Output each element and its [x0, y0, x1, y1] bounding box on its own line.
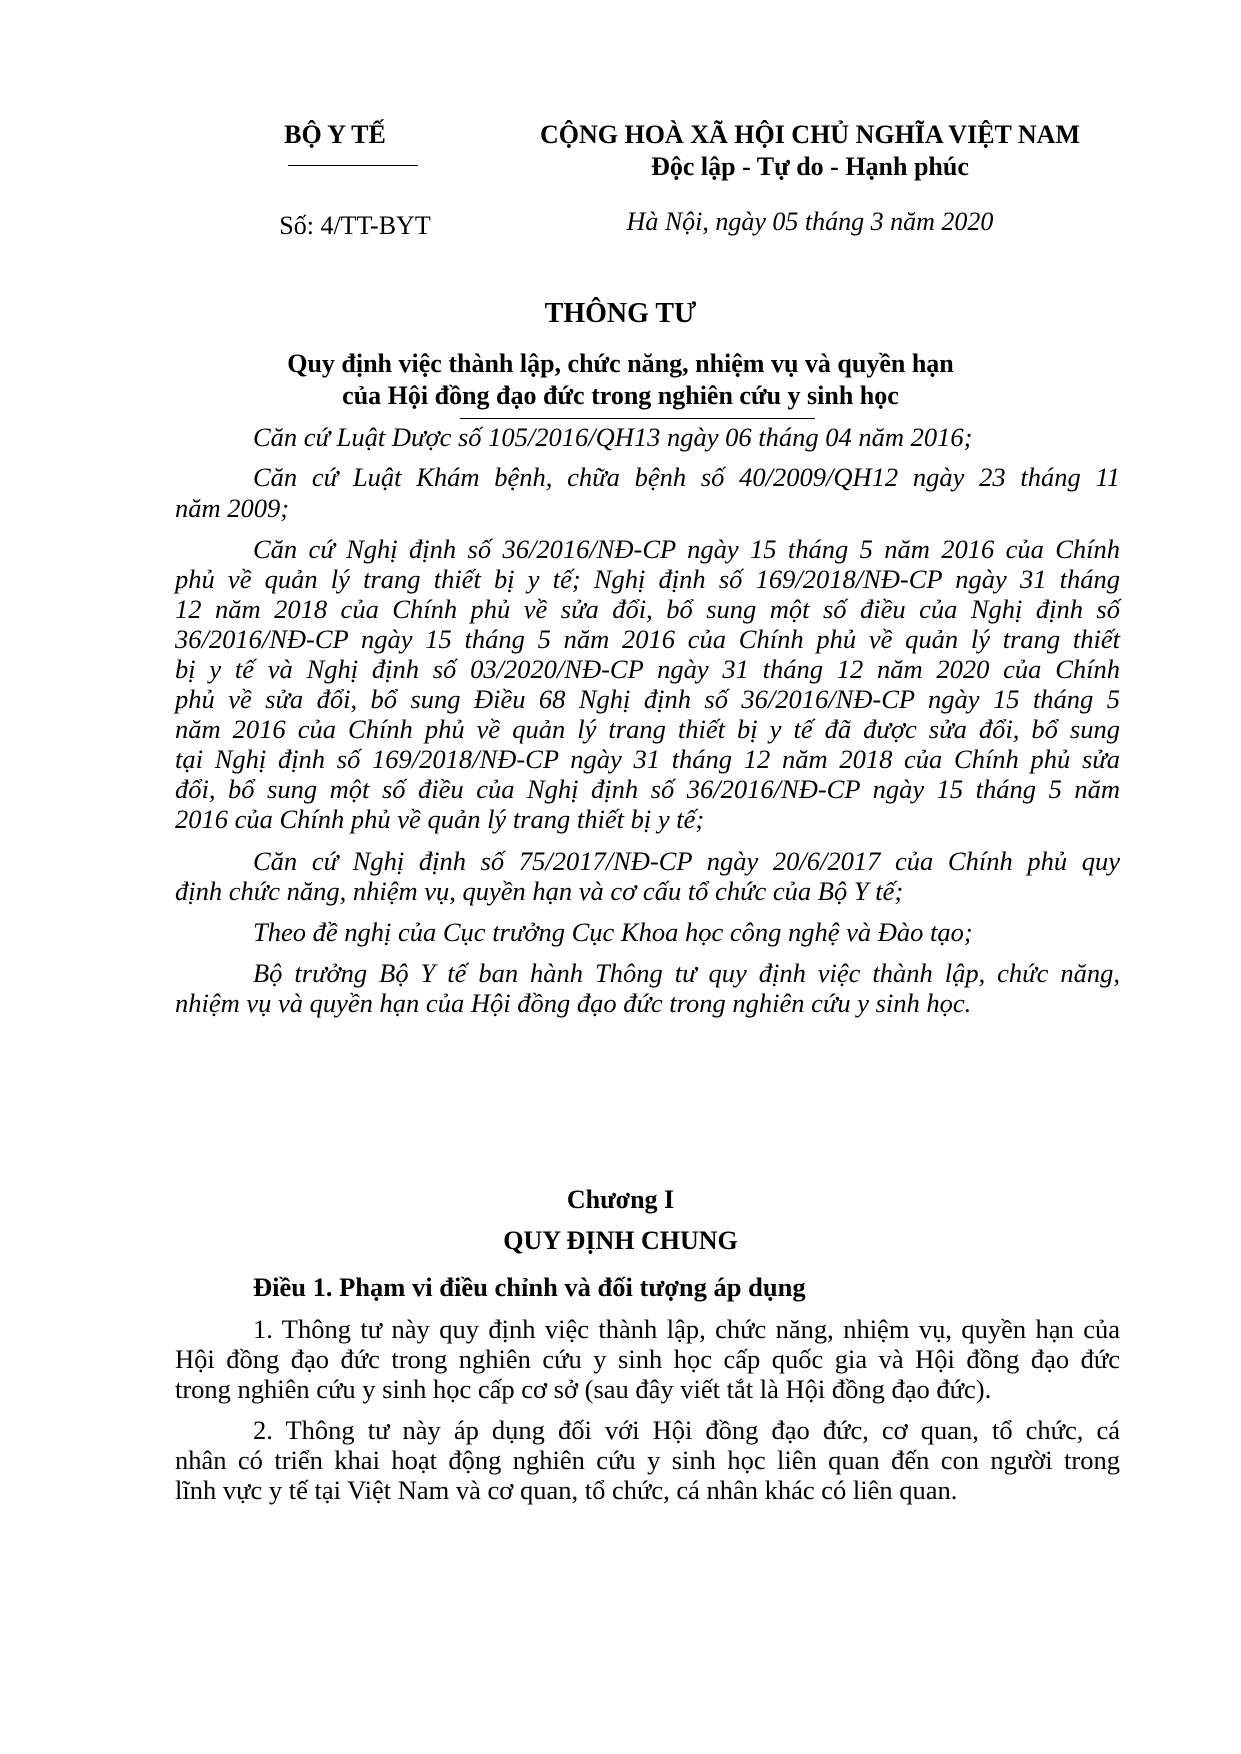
- national-title: CỘNG HOÀ XÃ HỘI CHỦ NGHĨA VIỆT NAM: [539, 120, 1081, 149]
- preamble-line: phủ về sửa đổi, bổ sung Điều 68 Nghị định số 36/2016/NĐ-CP ngày 15 tháng 5: [175, 684, 1120, 714]
- preamble-line: Theo đề nghị của Cục trưởng Cục Khoa học công nghệ và Đào tạo;: [253, 917, 973, 947]
- chapter-title: QUY ĐỊNH CHUNG: [503, 1226, 738, 1255]
- article-line: trong nghiên cứu y sinh học cấp cơ sở (sau đây viết tắt là Hội đồng đạo đức).: [175, 1374, 992, 1404]
- article-line: 2. Thông tư này áp dụng đối với Hội đồng đạo đức, cơ quan, tổ chức, cá: [253, 1415, 1120, 1445]
- preamble-line: năm 2009;: [175, 493, 290, 523]
- article-line: lĩnh vực y tế tại Việt Nam và cơ quan, tổ chức, cá nhân khác có liên quan.: [175, 1475, 958, 1505]
- preamble-line: Căn cứ Luật Khám bệnh, chữa bệnh số 40/2009/QH12 ngày 23 tháng 11: [253, 462, 1120, 492]
- preamble-line: Căn cứ Nghị định số 36/2016/NĐ-CP ngày 15 tháng 5 năm 2016 của Chính: [253, 534, 1120, 564]
- article-line: nhân có triển khai hoạt động nghiên cứu y sinh học liên quan đến con người trong: [175, 1445, 1120, 1475]
- place-and-date: Hà Nội, ngày 05 tháng 3 năm 2020: [626, 207, 994, 236]
- preamble-line: Căn cứ Nghị định số 75/2017/NĐ-CP ngày 20/6/2017 của Chính phủ quy: [253, 846, 1120, 876]
- preamble-line: năm 2016 của Chính phủ về quản lý trang thiết bị y tế đã được sửa đổi, bổ sung: [175, 714, 1120, 744]
- national-motto: Độc lập - Tự do - Hạnh phúc: [651, 152, 969, 181]
- preamble-line: nhiệm vụ và quyền hạn của Hội đồng đạo đức trong nghiên cứu y sinh học.: [175, 988, 972, 1018]
- article-line: Hội đồng đạo đức trong nghiên cứu y sinh học cấp quốc gia và Hội đồng đạo đức: [175, 1344, 1120, 1374]
- agency-underline: [288, 165, 418, 166]
- document-type: THÔNG TƯ: [544, 298, 697, 329]
- issuing-agency: BỘ Y TẾ: [284, 120, 386, 149]
- preamble-line: định chức năng, nhiệm vụ, quyền hạn và cơ cấu tổ chức của Bộ Y tế;: [175, 876, 904, 906]
- preamble-line: 12 năm 2018 của Chính phủ về sửa đổi, bổ sung một số điều của Nghị định số: [175, 594, 1120, 624]
- article-line: 1. Thông tư này quy định việc thành lập, chức năng, nhiệm vụ, quyền hạn của: [253, 1314, 1120, 1344]
- document-subtitle-line-1: Quy định việc thành lập, chức năng, nhiệm vụ và quyền hạn: [287, 349, 954, 378]
- document-subtitle-line-2: của Hội đồng đạo đức trong nghiên cứu y sinh học: [342, 381, 899, 410]
- article-heading: Điều 1. Phạm vi điều chỉnh và đối tượng áp dụng: [253, 1272, 806, 1302]
- preamble-line: bị y tế và Nghị định số 03/2020/NĐ-CP ngày 31 tháng 12 năm 2020 của Chính: [175, 654, 1120, 684]
- preamble-line: phủ về quản lý trang thiết bị y tế; Nghị định số 169/2018/NĐ-CP ngày 31 tháng: [175, 564, 1120, 594]
- preamble-line: 2016 của Chính phủ về quản lý trang thiết bị y tế;: [175, 804, 705, 834]
- title-underline: [460, 418, 815, 419]
- preamble-line: Căn cứ Luật Dược số 105/2016/QH13 ngày 06 tháng 04 năm 2016;: [253, 422, 973, 452]
- preamble-line: đổi, bổ sung một số điều của Nghị định số 36/2016/NĐ-CP ngày 15 tháng 5 năm: [175, 774, 1120, 804]
- chapter-label: Chương I: [566, 1185, 675, 1214]
- preamble-line: Bộ trưởng Bộ Y tế ban hành Thông tư quy định việc thành lập, chức năng,: [253, 958, 1120, 988]
- document-number: Số: 4/TT-BYT: [279, 211, 431, 240]
- preamble-line: 36/2016/NĐ-CP ngày 15 tháng 5 năm 2016 của Chính phủ về quản lý trang thiết: [175, 624, 1120, 654]
- preamble-line: tại Nghị định số 169/2018/NĐ-CP ngày 31 tháng 12 năm 2018 của Chính phủ sửa: [175, 744, 1120, 774]
